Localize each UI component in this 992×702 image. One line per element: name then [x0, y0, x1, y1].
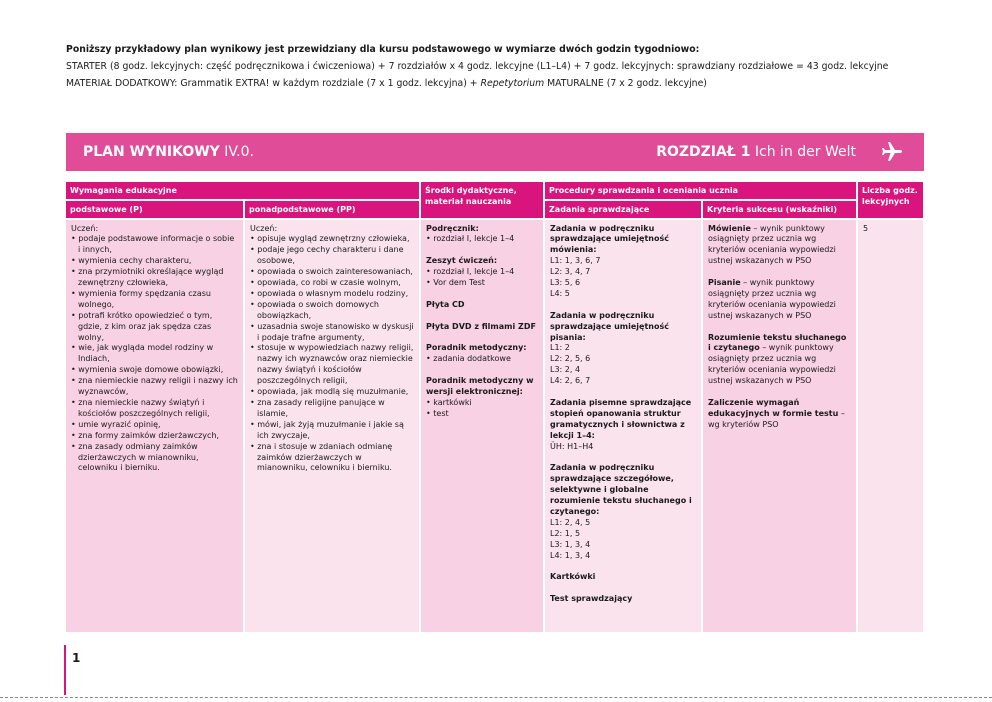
list-item: • opowiada o swoich zainteresowaniach,	[250, 267, 413, 277]
zadania-line: L2: 3, 4, 7	[550, 267, 591, 277]
header-zadania: Zadania sprawdzające	[544, 200, 702, 219]
list-item: • rozdział I, lekcje 1–4	[426, 234, 515, 244]
kryteria-name: Zaliczenie wymagań edukacyjnych w formie testu	[708, 397, 839, 418]
banner-chapter-rest: Ich in der Welt	[750, 144, 856, 160]
ponadpodstawowe-list	[250, 234, 414, 474]
page-marker-bar	[64, 645, 66, 695]
list-item: • zna niemieckie nazwy świątyń i kościołów poszczególnych religii,	[71, 398, 210, 418]
zadania-line: L4: 5	[550, 288, 570, 298]
kryteria-desc: – wynik punktowy osiągnięty przez ucznia wg kryteriów oceniania wypowiedzi ustnej wskazanych w PSO	[708, 343, 836, 386]
list-item: • wymienia swoje domowe obowiązki,	[71, 365, 224, 375]
zadania-line: L1: 2	[550, 343, 570, 353]
ponadpodstawowe-lead: Uczeń:	[250, 223, 278, 233]
header-liczba: Liczba godz. lekcyjnych	[857, 182, 924, 219]
list-item: • opowiada o własnym modelu rodziny,	[250, 288, 409, 298]
banner-plan-title-rest: IV.0.	[219, 144, 254, 160]
banner-chapter-bold: ROZDZIAŁ 1	[656, 144, 751, 160]
header-srodki: Środki dydaktyczne, materiał nauczania	[420, 182, 544, 219]
zadania-line: L2: 1, 5	[550, 528, 581, 538]
list-item: • Vor dem Test	[426, 278, 485, 288]
srodki-list	[426, 267, 538, 289]
srodki-title: Zeszyt ćwiczeń:	[426, 256, 498, 266]
zadania-line: L4: 1, 3, 4	[550, 550, 591, 560]
kryteria-name: Pisanie	[708, 278, 741, 288]
srodki-list	[426, 398, 538, 420]
banner-chapter-title	[656, 144, 856, 160]
list-item: • uzasadnia swoje stanowisko w dyskusji i podaje trafne argumenty,	[250, 321, 414, 342]
srodki-block	[426, 322, 538, 333]
zadania-block	[550, 398, 696, 453]
intro	[66, 41, 966, 92]
srodki-title: Płyta CD	[426, 299, 465, 309]
srodki-title: Poradnik metodyczny w wersji elektronicznej:	[426, 376, 534, 397]
zadania-line: L3: 1, 3, 4	[550, 539, 591, 549]
list-item: • zna przymiotniki określające wygląd zewnętrzny człowieka,	[71, 267, 224, 288]
header-ponadpodstawowe: ponadpodstawowe (PP)	[244, 200, 420, 219]
srodki-title: Poradnik metodyczny:	[426, 343, 527, 353]
kryteria-name: Rozumienie tekstu słuchanego i czytanego	[708, 332, 847, 353]
cell-podstawowe	[66, 219, 244, 633]
list-item: • opowiada o swoich domowych obowiązkach,	[250, 299, 380, 320]
zadania-block	[550, 311, 696, 387]
kryteria-block	[708, 278, 851, 322]
zadania-line: L3: 2, 4	[550, 365, 581, 375]
list-item: • zna zasady religijne panujące w islamie,	[250, 398, 385, 418]
zadania-block	[550, 463, 696, 561]
list-item: • wymienia cechy charakteru,	[71, 256, 192, 266]
banner-plan-title-bold: PLAN WYNIKOWY	[83, 144, 220, 160]
plan-banner	[66, 133, 924, 171]
list-item: • test	[426, 408, 449, 418]
podstawowe-list	[71, 234, 238, 474]
kryteria-block	[708, 398, 851, 431]
list-item: • opowiada, co robi w czasie wolnym,	[250, 278, 401, 288]
cut-line	[0, 697, 992, 698]
zadania-title: Test sprawdzający	[550, 594, 633, 604]
kryteria-block	[708, 224, 851, 268]
zadania-line: L3: 5, 6	[550, 278, 581, 288]
zadania-block	[550, 572, 696, 583]
header-wymagania: Wymagania edukacyjne	[66, 182, 420, 200]
srodki-list	[426, 354, 538, 365]
list-item: • zadania dodatkowe	[426, 354, 511, 364]
header-procedury: Procedury sprawdzania i oceniania ucznia	[544, 182, 857, 200]
srodki-block	[426, 256, 538, 289]
list-item: • potrafi krótko opowiedzieć o tym, gdzie, z kim oraz jak spędza czas wolny,	[71, 310, 213, 342]
srodki-block	[426, 224, 538, 246]
list-item: • wymienia formy spędzania czasu wolnego,	[71, 288, 211, 309]
zadania-line: L2: 2, 5, 6	[550, 354, 591, 364]
intro-line-material-b: MATURALNE (7 x 2 godz. lekcyjne)	[544, 78, 707, 89]
cell-liczba: 5	[857, 219, 924, 633]
srodki-list	[426, 234, 538, 245]
list-item: • opisuje wygląd zewnętrzny człowieka,	[250, 234, 410, 244]
srodki-block	[426, 343, 538, 365]
zadania-line: L4: 2, 6, 7	[550, 376, 591, 386]
list-item: • zna niemieckie nazwy religii i nazwy ich wyznawców,	[71, 376, 238, 397]
cell-ponadpodstawowe	[244, 219, 420, 633]
srodki-title: Podręcznik:	[426, 223, 479, 233]
cell-kryteria	[702, 219, 857, 633]
header-kryteria: Kryteria sukcesu (wskaźniki)	[702, 200, 857, 219]
srodki-block	[426, 300, 538, 311]
srodki-block	[426, 376, 538, 420]
intro-title: Poniższy przykładowy plan wynikowy jest przewidziany dla kursu podstawowego w wymiarze dwóch godzin tygodniowo:	[66, 44, 700, 55]
list-item: • podaje jego cechy charakteru i dane osobowe,	[250, 245, 404, 266]
kryteria-name: Mówienie	[708, 223, 751, 233]
page-number: 1	[72, 651, 81, 665]
zadania-title: Zadania w podręczniku sprawdzające szczegółowe, selektywne i globalne rozumienie tekstu słuchanego i czytanego:	[550, 463, 692, 517]
zadania-line: L1: 1, 3, 6, 7	[550, 256, 601, 266]
kryteria-block	[708, 333, 851, 388]
list-item: • zna i stosuje w zdaniach odmianę zaimków dzierżawczych w mianowniku, celowniku i bierniku.	[250, 441, 393, 473]
header-podstawowe: podstawowe (P)	[66, 200, 244, 219]
airplane-icon	[880, 140, 904, 164]
zadania-block	[550, 224, 696, 300]
list-item: • podaje podstawowe informacje o sobie i innych,	[71, 234, 235, 255]
zadania-title: Zadania w podręczniku sprawdzające umiejętność mówienia:	[550, 223, 669, 255]
zadania-title: Zadania w podręczniku sprawdzające umiejętność pisania:	[550, 310, 669, 342]
plan-table	[66, 182, 925, 632]
zadania-line: ÜH: H1–H4	[550, 441, 594, 451]
intro-line-material-a: MATERIAŁ DODATKOWY: Grammatik EXTRA! w każdym rozdziale (7 x 1 godz. lekcyjna) +	[66, 78, 481, 89]
list-item: • zna formy zaimków dzierżawczych,	[71, 430, 220, 440]
cell-srodki	[420, 219, 544, 633]
list-item: • mówi, jak żyją muzułmanie i jakie są ich zwyczaje,	[250, 419, 404, 440]
cell-zadania	[544, 219, 702, 633]
banner-gap	[66, 171, 924, 182]
list-item: • kartkówki	[426, 397, 472, 407]
list-item: • opowiada, jak modlą się muzułmanie,	[250, 387, 409, 397]
kryteria-desc: – wynik punktowy osiągnięty przez ucznia wg kryteriów oceniania wypowiedzi ustnej wskazanych w PSO	[708, 223, 836, 266]
zadania-title: Zadania pisemne sprawdzające stopień opanowania struktur gramatycznych i słownictwa z lekcji 1–4:	[550, 397, 692, 440]
intro-line-material	[66, 75, 966, 92]
zadania-block	[550, 594, 696, 605]
srodki-title: Płyta DVD z filmami ZDF	[426, 321, 536, 331]
list-item: • rozdział I, lekcje 1–4	[426, 267, 515, 277]
list-item: • stosuje w wypowiedziach nazwy religii, nazwy ich wyznawców oraz niemieckie nazwy świątyń i kościołów poszczególnych religii,	[250, 343, 414, 386]
list-item: • wie, jak wygląda model rodziny w Indiach,	[71, 343, 214, 364]
intro-line-material-italic: Repetytorium	[480, 78, 545, 89]
zadania-title: Kartkówki	[550, 572, 596, 582]
list-item: • zna zasady odmiany zaimków dzierżawczych w mianowniku, celowniku i bierniku.	[71, 441, 199, 473]
intro-line-starter: STARTER (8 godz. lekcyjnych: część podręcznikowa i ćwiczeniowa) + 7 rozdziałów x 4 godz. lekcyjne (L1–L4) + 7 godz. lekcyjnych: sprawdziany rozdziałowe = 43 godz. lekcyjne	[66, 61, 889, 72]
zadania-line: L1: 2, 4, 5	[550, 517, 591, 527]
banner-plan-title	[83, 144, 254, 160]
podstawowe-lead: Uczeń:	[71, 223, 99, 233]
list-item: • umie wyrazić opinię,	[71, 419, 161, 429]
kryteria-desc: – wg kryteriów PSO	[708, 408, 845, 429]
kryteria-desc: – wynik punktowy osiągnięty przez ucznia wg kryteriów oceniania wypowiedzi ustnej wskazanych w PSO	[708, 278, 836, 320]
